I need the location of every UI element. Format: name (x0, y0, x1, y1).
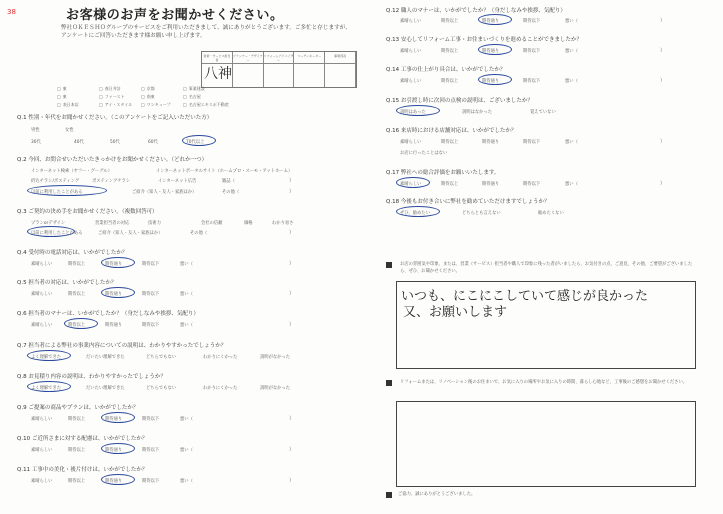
brand-item[interactable]: □ ファースト (99, 94, 141, 100)
q15-opt-yes[interactable]: 説明はあった (400, 110, 426, 115)
q9-opt-above[interactable]: 期待以上 (68, 417, 86, 422)
q10-opt-excellent[interactable]: 素晴らしい (31, 448, 53, 453)
q10-answer-circle (101, 443, 135, 454)
comment2-box[interactable] (396, 401, 696, 487)
q13-opt-below[interactable]: 期待以下 (523, 49, 541, 54)
brand-item[interactable]: □ 東 (57, 94, 99, 100)
q16-opt-below[interactable]: 期待以下 (523, 140, 541, 145)
q1-age-30[interactable]: 30代 (31, 140, 41, 145)
q17-opt-excellent[interactable]: 素晴らしい (400, 182, 422, 187)
q10-opt-as-expected[interactable]: 期待通り (105, 448, 123, 453)
q12-opt-above[interactable]: 期待以上 (441, 19, 459, 24)
q16-bad-close: ） (660, 139, 666, 145)
footer-bullet-icon (386, 492, 392, 498)
q16-opt-above[interactable]: 期待以上 (441, 140, 459, 145)
q5-bad-close: ） (289, 291, 295, 297)
brand-item[interactable]: □ 春日井計 (99, 86, 141, 92)
staff-col-sales: 営業・サービス担当者 (202, 52, 233, 87)
q16-label: Q.16 来店時における店舗対応は、いかがでしたか？ (386, 128, 517, 134)
q10-label: Q.10 ご近所さまに対する配慮は、いかがでしたか？ (17, 436, 148, 442)
q9-label: Q.9 ご提案の商品やプランは、いかがでしたか？ (17, 405, 139, 411)
q2-opt-previous[interactable]: 以前に利用したことがある (31, 190, 83, 195)
q4-opt-excellent[interactable]: 素晴らしい (31, 262, 53, 267)
q1-gender-male[interactable]: 男性 (31, 128, 40, 133)
q16-opt-never-visited[interactable]: お店に行ったことはない (400, 151, 448, 156)
q10-bad-close: ） (289, 447, 295, 453)
q11-bad-close: ） (289, 478, 295, 484)
q5-label: Q.5 担当者の対応は、いかがでしたか？ (17, 280, 117, 286)
comment1-prompt: お店の雰囲気や印象、または、営業（サービス）担当者や職人で印象に残った者がいましたら、お気付きの点、ご意見、その他、ご要望がございましたら、ぜひ、お聞かせください。 (400, 262, 693, 274)
q5-answer-circle (101, 287, 135, 298)
q14-opt-bad[interactable]: 悪い（ (565, 79, 578, 84)
brand-item[interactable]: □ アイ・スタイル (99, 102, 141, 108)
brand-item[interactable]: □ 名古屋 (183, 94, 243, 100)
page-number: 38 (7, 8, 16, 16)
q18-label: Q.18 今後もお付き合いに弊社を勧めていただけますでしょうか？ (386, 199, 550, 205)
intro-text: 弊社ＯＫＥＳＨＯグループのサービスをご利用いただきまして、誠にありがとうございます。ご多忙と存じますが、アンケートにご回答いただきます様お願い申し上げます。 (61, 25, 351, 39)
staff-col-manager: 事業部長 (325, 52, 356, 87)
q5-opt-below[interactable]: 期待以下 (142, 292, 160, 297)
q3-opt-tech[interactable]: 技術力 (148, 221, 161, 226)
q2-opt-web-ad[interactable]: インターネット広告 (158, 179, 197, 184)
q6-opt-bad[interactable]: 悪い（ (180, 323, 193, 328)
q14-answer-circle (478, 74, 512, 85)
q11-opt-above[interactable]: 期待以上 (68, 479, 86, 484)
staff-col-planner: プランナー・デザイナー (233, 52, 264, 87)
q12-bad-close: ） (660, 18, 666, 24)
q3-opt-price[interactable]: 価格 (244, 221, 253, 226)
q5-opt-as-expected[interactable]: 期待通り (105, 292, 123, 297)
q18-opt-neutral[interactable]: どちらとも言えない (462, 211, 501, 216)
q2-other-close: ） (289, 189, 295, 195)
q9-opt-bad[interactable]: 悪い（ (180, 417, 193, 422)
q2-opt-magazine[interactable]: 雑誌（ (222, 179, 235, 184)
q6-label: Q.6 担当者のマナーは、いかがでしたか？（身だしなみや挨拶、気配り） (17, 311, 199, 317)
comment2-prompt: リフォームまたは、リノベーション後のお住まいで、お気に入りの場所やお気に入りの時間、暮らし心地など、工事後のご感想をお聞かせください。 (400, 380, 688, 385)
q7-opt-well[interactable]: よく理解できた (31, 355, 62, 360)
q14-opt-below[interactable]: 期待以下 (523, 79, 541, 84)
q6-opt-below[interactable]: 期待以下 (142, 323, 160, 328)
q3-label: Q.3 ご契約の決め手をお聞かせください。（複数回答可） (17, 209, 158, 215)
q15-opt-dont-remember[interactable]: 覚えていない (530, 110, 556, 115)
q12-label: Q.12 職人のマナーは、いかがでしたか？（身だしなみや挨拶、気配り） (386, 8, 566, 14)
q14-opt-excellent[interactable]: 素晴らしい (400, 79, 422, 84)
q15-opt-no[interactable]: 説明はなかった (462, 110, 493, 115)
q2-opt-other[interactable]: その他（ (222, 190, 240, 195)
brand-item[interactable]: □ 表日本店 (57, 102, 99, 108)
q11-label: Q.11 工事中の美化・後片付けは、いかがでしたか？ (17, 467, 148, 473)
q13-answer-circle (478, 44, 512, 55)
q8-answer-circle (27, 381, 71, 392)
q8-opt-none[interactable]: 説明がなかった (260, 386, 291, 391)
brand-item[interactable]: □ ワンキュープ (141, 102, 183, 108)
q8-opt-well[interactable]: よく理解できた (31, 386, 62, 391)
q3-answer-circle (27, 226, 75, 237)
q6-answer-circle (64, 318, 98, 329)
q12-opt-as-expected[interactable]: 期待通り (482, 19, 500, 24)
q2-label: Q.2 今回、お問合せいただいたきっかけをお聞かせください。（どれか一つ） (17, 157, 208, 163)
q15-answer-circle (396, 105, 440, 116)
q2-opt-flyer[interactable]: 折込チラシ/ポスティング (31, 179, 80, 184)
q6-opt-above[interactable]: 期待以上 (68, 323, 86, 328)
q17-opt-above[interactable]: 期待以上 (441, 182, 459, 187)
q3-opt-previous[interactable]: 以前に利用したことがある (31, 231, 83, 236)
q3-opt-referral[interactable]: ご紹介（知人・友人・家族ほか） (98, 231, 163, 236)
q6-opt-as-expected[interactable]: 期待通り (105, 323, 123, 328)
q1-age-40[interactable]: 40代 (74, 140, 84, 145)
brand-checklist (57, 86, 287, 108)
q2-opt-posting[interactable]: ポスティングチラシ (92, 179, 131, 184)
q17-bad-close: ） (660, 181, 666, 187)
staff-signature: 八神 (204, 66, 232, 82)
q10-opt-above[interactable]: 期待以上 (68, 448, 86, 453)
q17-opt-below[interactable]: 期待以下 (523, 182, 541, 187)
q14-label: Q.14 工事の仕上がり具合は、いかがでしたか？ (386, 67, 506, 73)
brand-item[interactable]: □ 事業建設 (183, 86, 243, 92)
q17-opt-bad[interactable]: 悪い（ (565, 182, 578, 187)
q9-answer-circle (101, 412, 135, 423)
q12-opt-excellent[interactable]: 素晴らしい (400, 19, 422, 24)
comment1-handwriting-line2: 又、お願いします (403, 305, 508, 320)
comment1-bullet-icon (386, 262, 392, 268)
q14-bad-close: ） (660, 78, 666, 84)
q13-opt-as-expected[interactable]: 期待通り (482, 49, 500, 54)
q8-label: Q.8 お見積り内容の説明は、わかりやすかったでしょうか？ (17, 374, 166, 380)
q13-label: Q.13 安心してリフォーム工事・お住まいづくりを進めることができましたか？ (386, 37, 583, 43)
q3-opt-sales[interactable]: 営業担当者の対応 (95, 221, 130, 226)
q9-opt-below[interactable]: 期待以下 (142, 417, 160, 422)
comment2-bullet-icon (386, 380, 392, 386)
survey-title: お客様のお声をお聞かせください。 (66, 8, 284, 23)
staff-col-coordinator: コーディネーター (294, 52, 325, 87)
q4-answer-circle (101, 257, 135, 268)
q18-answer-circle (396, 206, 440, 217)
q17-label: Q.17 弊社への総合評価をお願いいたします。 (386, 170, 500, 176)
q1-age-50[interactable]: 50代 (110, 140, 120, 145)
q2-opt-portal[interactable]: インターネットポータルサイト（ホームプロ・スーモ・アットホーム） (156, 169, 293, 174)
q4-label: Q.4 受付時の電話対応は、いかがでしたか？ (17, 250, 128, 256)
q1-gender-female[interactable]: 女性 (65, 128, 74, 133)
q3-other-close: ） (289, 230, 295, 236)
brand-item[interactable]: □ 東 (57, 86, 99, 92)
q18-opt-recommend[interactable]: ぜひ、勧めたい (400, 211, 430, 216)
q6-opt-excellent[interactable]: 素晴らしい (31, 323, 53, 328)
q11-opt-bad[interactable]: 悪い（ (180, 479, 193, 484)
q1-age-60[interactable]: 60代 (148, 140, 158, 145)
q3-opt-other[interactable]: その他（ (190, 231, 208, 236)
q13-opt-bad[interactable]: 悪い（ (565, 49, 578, 54)
q7-opt-none[interactable]: 説明がなかった (260, 355, 291, 360)
q3-opt-trust[interactable]: 会社の信頼 (201, 221, 223, 226)
q13-bad-close: ） (660, 48, 666, 54)
q10-opt-bad[interactable]: 悪い（ (180, 448, 193, 453)
q9-bad-close: ） (289, 416, 295, 422)
q14-opt-above[interactable]: 期待以上 (441, 79, 459, 84)
q6-bad-close: ） (289, 322, 295, 328)
q5-opt-above[interactable]: 期待以上 (68, 292, 86, 297)
q13-opt-above[interactable]: 期待以上 (441, 49, 459, 54)
q16-opt-excellent[interactable]: 素晴らしい (400, 140, 422, 145)
footer-thanks: ご協力、誠にありがとうございました。 (398, 492, 476, 497)
q7-label: Q.7 担当者による弊社の事業内容についての説明は、わかりやすかったでしょうか？ (17, 343, 227, 349)
q17-answer-circle (396, 177, 430, 188)
q11-opt-excellent[interactable]: 素晴らしい (31, 479, 53, 484)
q16-opt-bad[interactable]: 悪い（ (565, 140, 578, 145)
q8-opt-unclear[interactable]: わかりにくかった (203, 386, 238, 391)
brand-item[interactable]: □ 名古屋エキスポ不動産 (183, 102, 243, 108)
q4-opt-as-expected[interactable]: 期待通り (105, 262, 123, 267)
q11-opt-as-expected[interactable]: 期待通り (105, 479, 123, 484)
q12-opt-below[interactable]: 期待以下 (523, 19, 541, 24)
q3-opt-clarity[interactable]: わかり易さ (272, 221, 294, 226)
q13-opt-excellent[interactable]: 素晴らしい (400, 49, 422, 54)
q16-opt-as-expected[interactable]: 期待通り (482, 140, 500, 145)
staff-col-advisor: リフォームアドバイザー (264, 52, 295, 87)
brand-item[interactable]: □ 南東 (141, 94, 183, 100)
q10-opt-below[interactable]: 期待以下 (142, 448, 160, 453)
q8-opt-neutral[interactable]: どちらでもない (146, 386, 177, 391)
q17-opt-as-expected[interactable]: 期待通り (482, 182, 500, 187)
q9-opt-excellent[interactable]: 素晴らしい (31, 417, 53, 422)
q4-opt-below[interactable]: 期待以下 (142, 262, 160, 267)
q2-answer-circle (27, 185, 107, 196)
q7-opt-unclear[interactable]: わかりにくかった (203, 355, 238, 360)
q15-label: Q.15 お引渡し時に次回の点検の説明は、ございましたか？ (386, 98, 533, 104)
q11-opt-below[interactable]: 期待以下 (142, 479, 160, 484)
q5-opt-bad[interactable]: 悪い（ (180, 292, 193, 297)
q18-opt-no[interactable]: 勧めたくない (538, 211, 564, 216)
q4-opt-above[interactable]: 期待以上 (68, 262, 86, 267)
q2-magazine-close: ） (289, 178, 295, 184)
q1-answer-circle (182, 135, 216, 146)
q1-age-70plus[interactable]: 70代以上 (186, 140, 205, 145)
q11-answer-circle (101, 474, 135, 485)
q4-bad-close: ） (289, 261, 295, 267)
q5-opt-excellent[interactable]: 素晴らしい (31, 292, 53, 297)
q4-opt-bad[interactable]: 悪い（ (180, 262, 193, 267)
brand-item[interactable]: □ 京都 (141, 86, 183, 92)
q12-answer-circle (478, 14, 512, 25)
q2-opt-referral[interactable]: ご紹介（知人・友人・家族ほか） (132, 190, 197, 195)
q7-answer-circle (27, 350, 71, 361)
q7-opt-neutral[interactable]: どちらでもない (146, 355, 177, 360)
q2-opt-search[interactable]: インターネット検索（ヤフー・グーグル） (31, 169, 112, 174)
comment1-handwriting-line1: いつも、にこにこしていて感じが良かった (401, 289, 649, 304)
q3-opt-plan[interactable]: プランorデザイン (31, 221, 66, 226)
q1-label: Q.1 性別・年代をお聞かせください。（このアンケートをご記入いただいた方） (17, 115, 213, 121)
q7-opt-mostly[interactable]: だいたい理解できた (86, 355, 125, 360)
q8-opt-mostly[interactable]: だいたい理解できた (86, 386, 125, 391)
q9-opt-as-expected[interactable]: 期待通り (105, 417, 123, 422)
q12-opt-bad[interactable]: 悪い（ (565, 19, 578, 24)
q14-opt-as-expected[interactable]: 期待通り (482, 79, 500, 84)
